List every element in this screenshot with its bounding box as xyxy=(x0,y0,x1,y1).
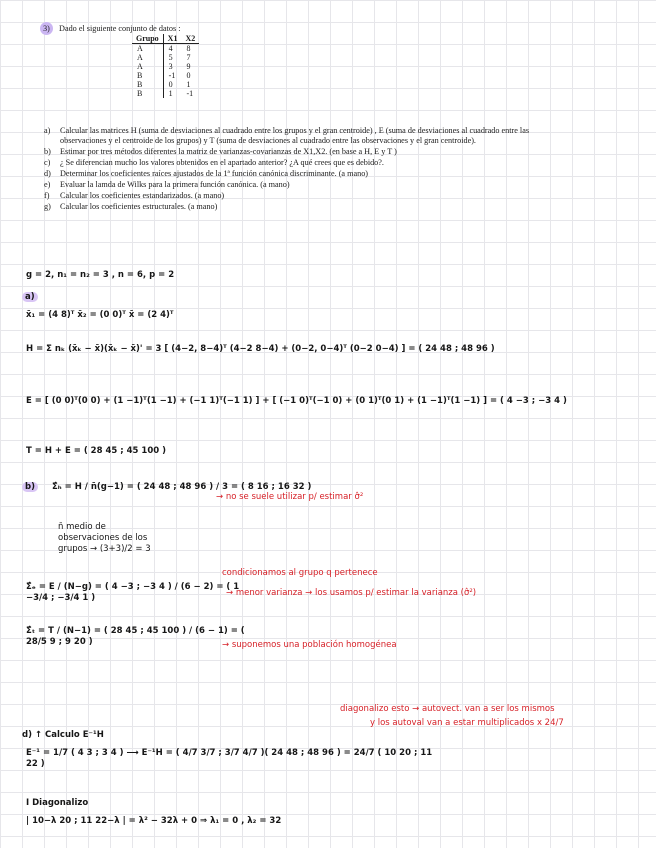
item-key: d) xyxy=(44,169,51,178)
matrix-E: E = [ (0 0)ᵀ(0 0) + (1 −1)ᵀ(1 −1) + (−1 1)ᵀ(−1 1) ] + [ (−1 0)ᵀ(−1 0) + (0 1)ᵀ(0 1) + (1 −1)ᵀ(1 −1) ] = ( 4 −3 ; −3 4 ) xyxy=(26,396,567,406)
cell: -1 xyxy=(163,71,181,80)
label-a: a) xyxy=(22,292,38,302)
sigma-e-note-2: → menor varianza → los usamos p/ estimar la varianza (σ̂²) xyxy=(226,588,477,598)
cell: B xyxy=(137,80,143,89)
diag-eq: | 10−λ 20 ; 11 22−λ | = λ² − 32λ + 0 ⇒ λ₁ = 0 , λ₂ = 32 xyxy=(26,816,282,826)
item-key: f) xyxy=(44,191,50,200)
table-row xyxy=(132,71,199,80)
cell: 7 xyxy=(186,53,191,62)
label-b: b) xyxy=(22,482,38,492)
problem-items xyxy=(44,126,534,213)
item-text: Evaluar la lamda de Wilks para la primera función canónica. (a mano) xyxy=(60,180,290,189)
item-text: Estimar por tres métodos diferentes la matriz de varianzas-covarianzas de X1,X2. (en base a H, E y T ) xyxy=(60,147,397,156)
cell: 1 xyxy=(163,89,181,98)
section-a-label xyxy=(22,292,38,303)
cell: 3 xyxy=(163,62,181,71)
cell: 9 xyxy=(186,62,191,71)
list-item xyxy=(44,180,534,190)
item-key: e) xyxy=(44,180,51,189)
item-text: ¿ Se diferencian mucho los valores obtenidos en el apartado anterior? ¿A qué crees que es debido?. xyxy=(60,158,384,167)
cell: A xyxy=(137,53,143,62)
cell: 5 xyxy=(163,53,181,62)
cell: 1 xyxy=(186,80,191,89)
cell: 8 xyxy=(186,44,191,53)
col-grupo: Grupo xyxy=(132,34,163,44)
label-d: d) xyxy=(22,730,32,740)
list-item xyxy=(44,202,534,212)
cell: A xyxy=(137,44,143,53)
table-row xyxy=(132,53,199,62)
sigma-e: Σ̂ₑ = E / (N−g) = ( 4 −3 ; −3 4 ) / (6 − 2) = ( 1 −3/4 ; −3/4 1 ) xyxy=(26,582,240,603)
cell: 4 xyxy=(163,44,181,54)
given-values: g = 2, n₁ = n₂ = 3 , n = 6, p = 2 xyxy=(26,270,175,280)
item-text: Calcular los coeficientes estructurales. (a mano) xyxy=(60,202,218,211)
item-text: Calcular los coeficientes estandarizados. (a mano) xyxy=(60,191,225,200)
sigma-e-note-1: condicionamos al grupo q pertenece xyxy=(222,568,378,578)
matrix-T: T = H + E = ( 28 45 ; 45 100 ) xyxy=(26,446,166,456)
centroids: x̄₁ = (4 8)ᵀ x̄₂ = (0 0)ᵀ x̄ = (2 4)ᵀ xyxy=(26,310,174,320)
section-d-label xyxy=(22,730,104,741)
d-note-1: diagonalizo esto → autovect. van a ser los mismos xyxy=(340,704,555,714)
cell: A xyxy=(137,62,143,71)
matrix-H: H = Σ nₖ (x̄ₖ − x̄)(x̄ₖ − x̄)' = 3 [ (4−2, 8−4)ᵀ (4−2 8−4) + (0−2, 0−4)ᵀ (0−2 0−4) ] = ( 24 48 ; 48 96 ) xyxy=(26,344,495,354)
cell: -1 xyxy=(186,89,194,98)
sigma-h-note: → no se suele utilizar p/ estimar σ̂² xyxy=(216,492,364,502)
d-calc: ↑ Calculo E⁻¹H xyxy=(34,730,104,740)
table-row xyxy=(132,80,199,89)
sigma-t-note: → suponemos una población homogénea xyxy=(222,640,397,650)
e-inverse: E⁻¹ = 1/7 ( 4 3 ; 3 4 ) ⟶ E⁻¹H = ( 4/7 3/7 ; 3/7 4/7 )( 24 48 ; 48 96 ) = 24/7 ( 10 20 ; 11 22 ) xyxy=(26,748,433,769)
col-x1: X1 xyxy=(163,34,181,44)
list-item xyxy=(44,126,534,146)
section-b-label xyxy=(22,482,38,493)
table-row xyxy=(132,89,199,98)
list-item xyxy=(44,169,534,179)
item-key: c) xyxy=(44,158,51,167)
sigma-h: Σ̂ₕ = H / n̄(g−1) = ( 24 48 ; 48 96 ) / 3 = ( 8 16 ; 16 32 ) xyxy=(52,482,312,492)
item-key: a) xyxy=(44,126,51,135)
item-key: b) xyxy=(44,147,51,156)
item-text: Calcular las matrices H (suma de desviaciones al cuadrado entre los grupos y el gran centroide) , E (suma de desviaciones al cuadrado entre las observaciones y el centroide de los grupos) y T (suma de desviaciones al cuadrado entre las observaciones y el gran centroide). xyxy=(60,126,530,145)
data-table xyxy=(132,34,199,98)
cell: 0 xyxy=(186,71,191,80)
nbar-note: n̄ medio de observaciones de los grupos → (3+3)/2 = 3 xyxy=(58,522,151,554)
problem-intro: Dado el siguiente conjunto de datos : xyxy=(59,24,181,33)
cell: B xyxy=(137,71,143,80)
table-row xyxy=(132,44,199,54)
sigma-t: Σ̂ₜ = T / (N−1) = ( 28 45 ; 45 100 ) / (6 − 1) = ( 28/5 9 ; 9 20 ) xyxy=(26,626,245,647)
list-item xyxy=(44,191,534,201)
cell: B xyxy=(137,89,143,98)
col-x2: X2 xyxy=(181,34,199,44)
list-item xyxy=(44,158,534,168)
item-key: g) xyxy=(44,202,51,211)
data-table-header-row xyxy=(132,34,199,44)
item-text: Determinar los coeficientes raíces ajustados de la 1ª función canónica discriminante. (a mano) xyxy=(60,169,369,178)
list-item xyxy=(44,147,534,157)
diag-title: I Diagonalizo xyxy=(26,798,89,808)
cell: 0 xyxy=(163,80,181,89)
d-note-2: y los autoval van a estar multiplicados x 24/7 xyxy=(370,718,564,728)
problem-number: 3) xyxy=(40,22,53,35)
table-row xyxy=(132,62,199,71)
